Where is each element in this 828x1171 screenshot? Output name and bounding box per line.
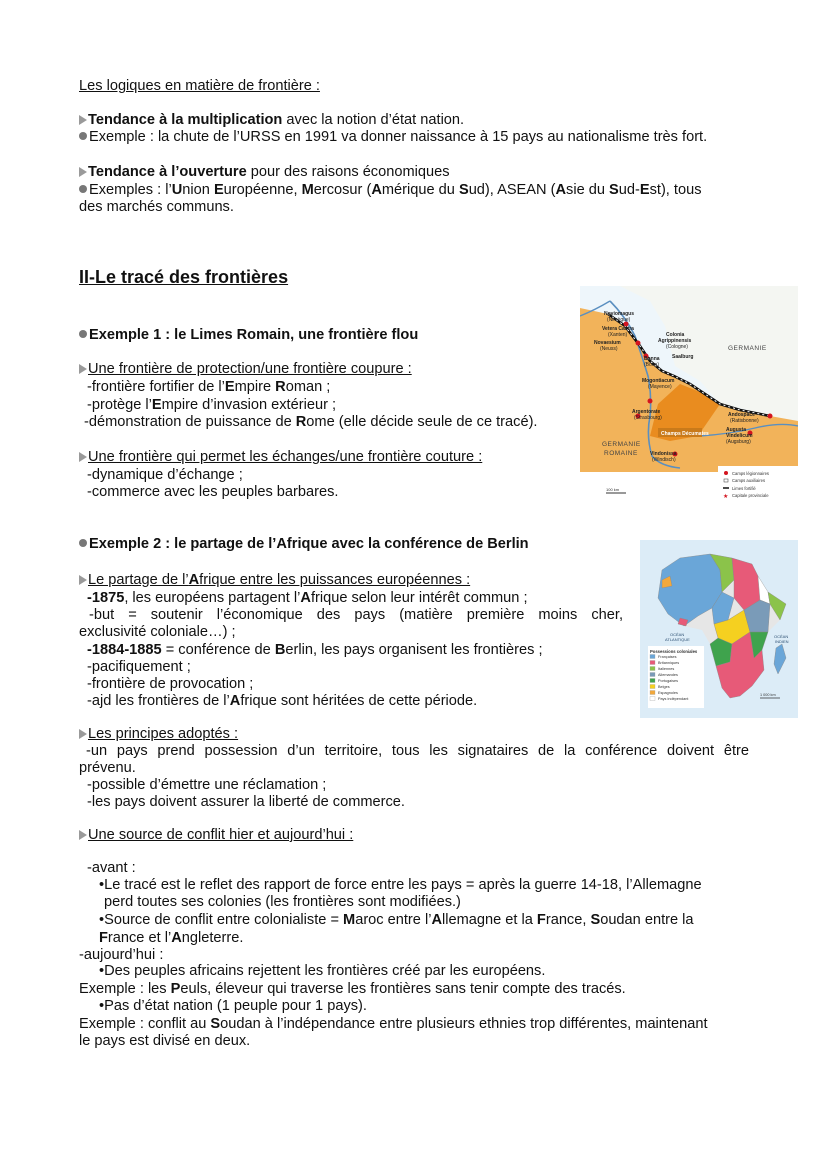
legend-swatch (650, 697, 655, 701)
triangle-bullet-icon (79, 575, 87, 585)
map-region-label: GERMANIE (728, 345, 767, 352)
ex1-line: -commerce avec les peuples barbares. (87, 484, 339, 500)
map-scale: 100 km (606, 487, 620, 492)
conflict-line: Exemple : conflit au Soudan à l’indépendance entre plusieurs ethnies trop différentes, maintenant (79, 1016, 708, 1032)
legend-item: Camps auxiliaires (732, 478, 766, 483)
trend-multiplication: Tendance à la multiplication avec la notion d’état nation. (79, 112, 464, 129)
ex1-line: -dynamique d’échange ; (87, 467, 243, 483)
ex2-line: -frontière de provocation ; (87, 676, 254, 692)
ex1-line: -frontière fortifier de l’Empire Roman ; (87, 379, 331, 395)
conflict-line: •Le tracé est le reflet des rapport de force entre les pays = après la guerre 14-18, l’Allemagne (99, 877, 702, 893)
legend-item: Portugaises (658, 679, 679, 683)
map-label: (Augsburg) (726, 439, 751, 445)
principle-line: -les pays doivent assurer la liberté de commerce. (87, 794, 405, 810)
ex1-line: -démonstration de puissance de Rome (elle décide seule de ce tracé). (84, 414, 538, 430)
triangle-bullet-icon (79, 729, 87, 739)
map-label: (Strasbourg) (634, 415, 662, 421)
map-label: Augusta (726, 427, 746, 433)
ex1-subheading-protection: Une frontière de protection/une frontière coupure : (79, 361, 412, 378)
legend-item: Belges (658, 685, 670, 689)
map-ocean-label: ATLANTIQUE (665, 637, 690, 642)
triangle-bullet-icon (79, 167, 87, 177)
map-label: Vetera Castra (602, 326, 634, 332)
triangle-bullet-icon (79, 115, 87, 125)
map-label: (Ratisbonne) (730, 418, 759, 424)
ex1-line: -protège l’Empire d’invasion extérieur ; (87, 397, 337, 413)
map-label: (Neuss) (600, 346, 618, 352)
map-label: Agrippinensis (658, 338, 692, 344)
round-bullet-icon (79, 539, 87, 547)
map-label: Andospace (728, 412, 755, 418)
conflict-line: perd toutes ses colonies (les frontières sont modifiées.) (104, 894, 461, 910)
ex2-subheading-principles: Les principes adoptés : (79, 726, 238, 743)
conflict-line: -aujourd’hui : (79, 947, 164, 963)
legend-swatch (650, 679, 655, 683)
example2-heading: Exemple 2 : le partage de l’Afrique avec la conférence de Berlin (79, 536, 529, 553)
trend-opening-example-cont: des marchés communs. (79, 199, 234, 215)
map-region-label: GERMANIE (602, 441, 641, 448)
map-label: (Xanten) (608, 332, 628, 338)
map-label: Noviomagus (604, 311, 635, 317)
limes-map (580, 286, 798, 518)
map-label: (Nimègue) (607, 317, 631, 323)
ex2-subheading-partition: Le partage de l’Afrique entre les puissances européennes : (79, 572, 470, 589)
map-label: (Windisch) (652, 457, 676, 463)
conflict-line: •Des peuples africains rejettent les frontières créé par les européens. (99, 963, 546, 979)
legend-swatch (650, 667, 655, 671)
svg-text:★: ★ (723, 494, 729, 500)
map-label: Mogontiacum (642, 378, 675, 384)
ex2-subheading-conflict: Une source de conflit hier et aujourd’hui : (79, 827, 353, 844)
triangle-bullet-icon (79, 830, 87, 840)
ex2-line: -but = soutenir l’économique des pays (matière première moins cher, (89, 607, 623, 623)
legend-swatch (650, 655, 655, 659)
map-label: Bonna (644, 356, 660, 362)
ex2-line: -pacifiquement ; (87, 659, 191, 675)
legend-swatch (650, 661, 655, 665)
legend-item: Camps légionnaires (732, 471, 770, 476)
map-label: (Cologne) (666, 344, 688, 350)
map-label: Novaesium (594, 340, 621, 346)
ex2-line: exclusivité coloniale…) ; (79, 624, 236, 640)
ex2-line: -1875, les européens partagent l’Afrique selon leur intérêt commun ; (87, 590, 528, 606)
principle-line: -un pays prend possession d’un territoire, tous les signataires de la conférence doivent être (86, 743, 749, 759)
legend-item: Françaises (658, 655, 677, 659)
conflict-line: -avant : (87, 860, 136, 876)
map-label: Vindonissa (650, 451, 677, 457)
conflict-line: Exemple : les Peuls, éleveur qui traverse les frontières sans tenir compte des tracés. (79, 981, 626, 997)
conflict-line: •Pas d’état nation (1 peuple pour 1 pays). (99, 998, 367, 1014)
ex2-line: -1884-1885 = conférence de Berlin, les pays organisent les frontières ; (87, 642, 543, 658)
ex2-line: -ajd les frontières de l’Afrique sont héritées de cette période. (87, 693, 478, 709)
map-ocean-label: INDIEN (775, 639, 789, 644)
trend-opening-example: Exemples : l’Union Européenne, Mercosur (Amérique du Sud), ASEAN (Asie du Sud-Est), tous (79, 182, 702, 199)
map-ocean-label: OCÉAN (774, 634, 789, 639)
map-label: Saalburg (672, 354, 694, 360)
map-label: Argentorate (632, 409, 661, 415)
conflict-line: le pays est divisé en deux. (79, 1033, 251, 1049)
ex1-subheading-exchange: Une frontière qui permet les échanges/une frontière couture : (79, 449, 482, 466)
principle-line: -possible d’émettre une réclamation ; (87, 777, 327, 793)
principle-line: prévenu. (79, 760, 136, 776)
legend-swatch (650, 673, 655, 677)
legend-item: Pays indépendant (658, 697, 689, 701)
map-scale: 1 000 km (760, 693, 776, 697)
triangle-bullet-icon (79, 452, 87, 462)
map-label: Vindelicum (726, 433, 753, 439)
africa-map (640, 540, 798, 718)
legend-swatch (650, 691, 655, 695)
map-label: Champs Décumates (661, 431, 709, 437)
legend-swatch (650, 685, 655, 689)
legend-item: Britanniques (658, 661, 680, 665)
triangle-bullet-icon (79, 364, 87, 374)
section-title: II-Le tracé des frontières (79, 267, 289, 287)
map-label: (Mayence) (648, 384, 672, 390)
legend-item: Capitale provinciale (732, 493, 769, 498)
map-label: Colonia (666, 332, 685, 338)
round-bullet-icon (79, 132, 87, 140)
example1-heading: Exemple 1 : le Limes Romain, une frontière flou (79, 327, 418, 344)
map-label: (Bonn) (644, 362, 660, 368)
trend-multiplication-example: Exemple : la chute de l’URSS en 1991 va donner naissance à 15 pays au nationalisme très fort. (79, 129, 707, 146)
legend-item: Limes fortifié (732, 486, 756, 491)
conflict-line: •Source de conflit entre colonialiste = Maroc entre l’Allemagne et la France, Soudan entre la (99, 912, 694, 928)
map-region-label: ROMAINE (604, 450, 638, 457)
legend-title: Possessions coloniales (650, 649, 698, 654)
conflict-line: France et l’Angleterre. (99, 930, 244, 946)
round-bullet-icon (79, 185, 87, 193)
section-heading: Les logiques en matière de frontière : (79, 78, 320, 94)
trend-opening: Tendance à l’ouverture pour des raisons économiques (79, 164, 450, 181)
legend-item: Italiennes (658, 667, 675, 671)
legend-item: Espagnoles (658, 691, 678, 695)
map-ocean-label: OCÉAN (670, 632, 685, 637)
round-bullet-icon (79, 330, 87, 338)
legend-item: Allemandes (658, 673, 678, 677)
